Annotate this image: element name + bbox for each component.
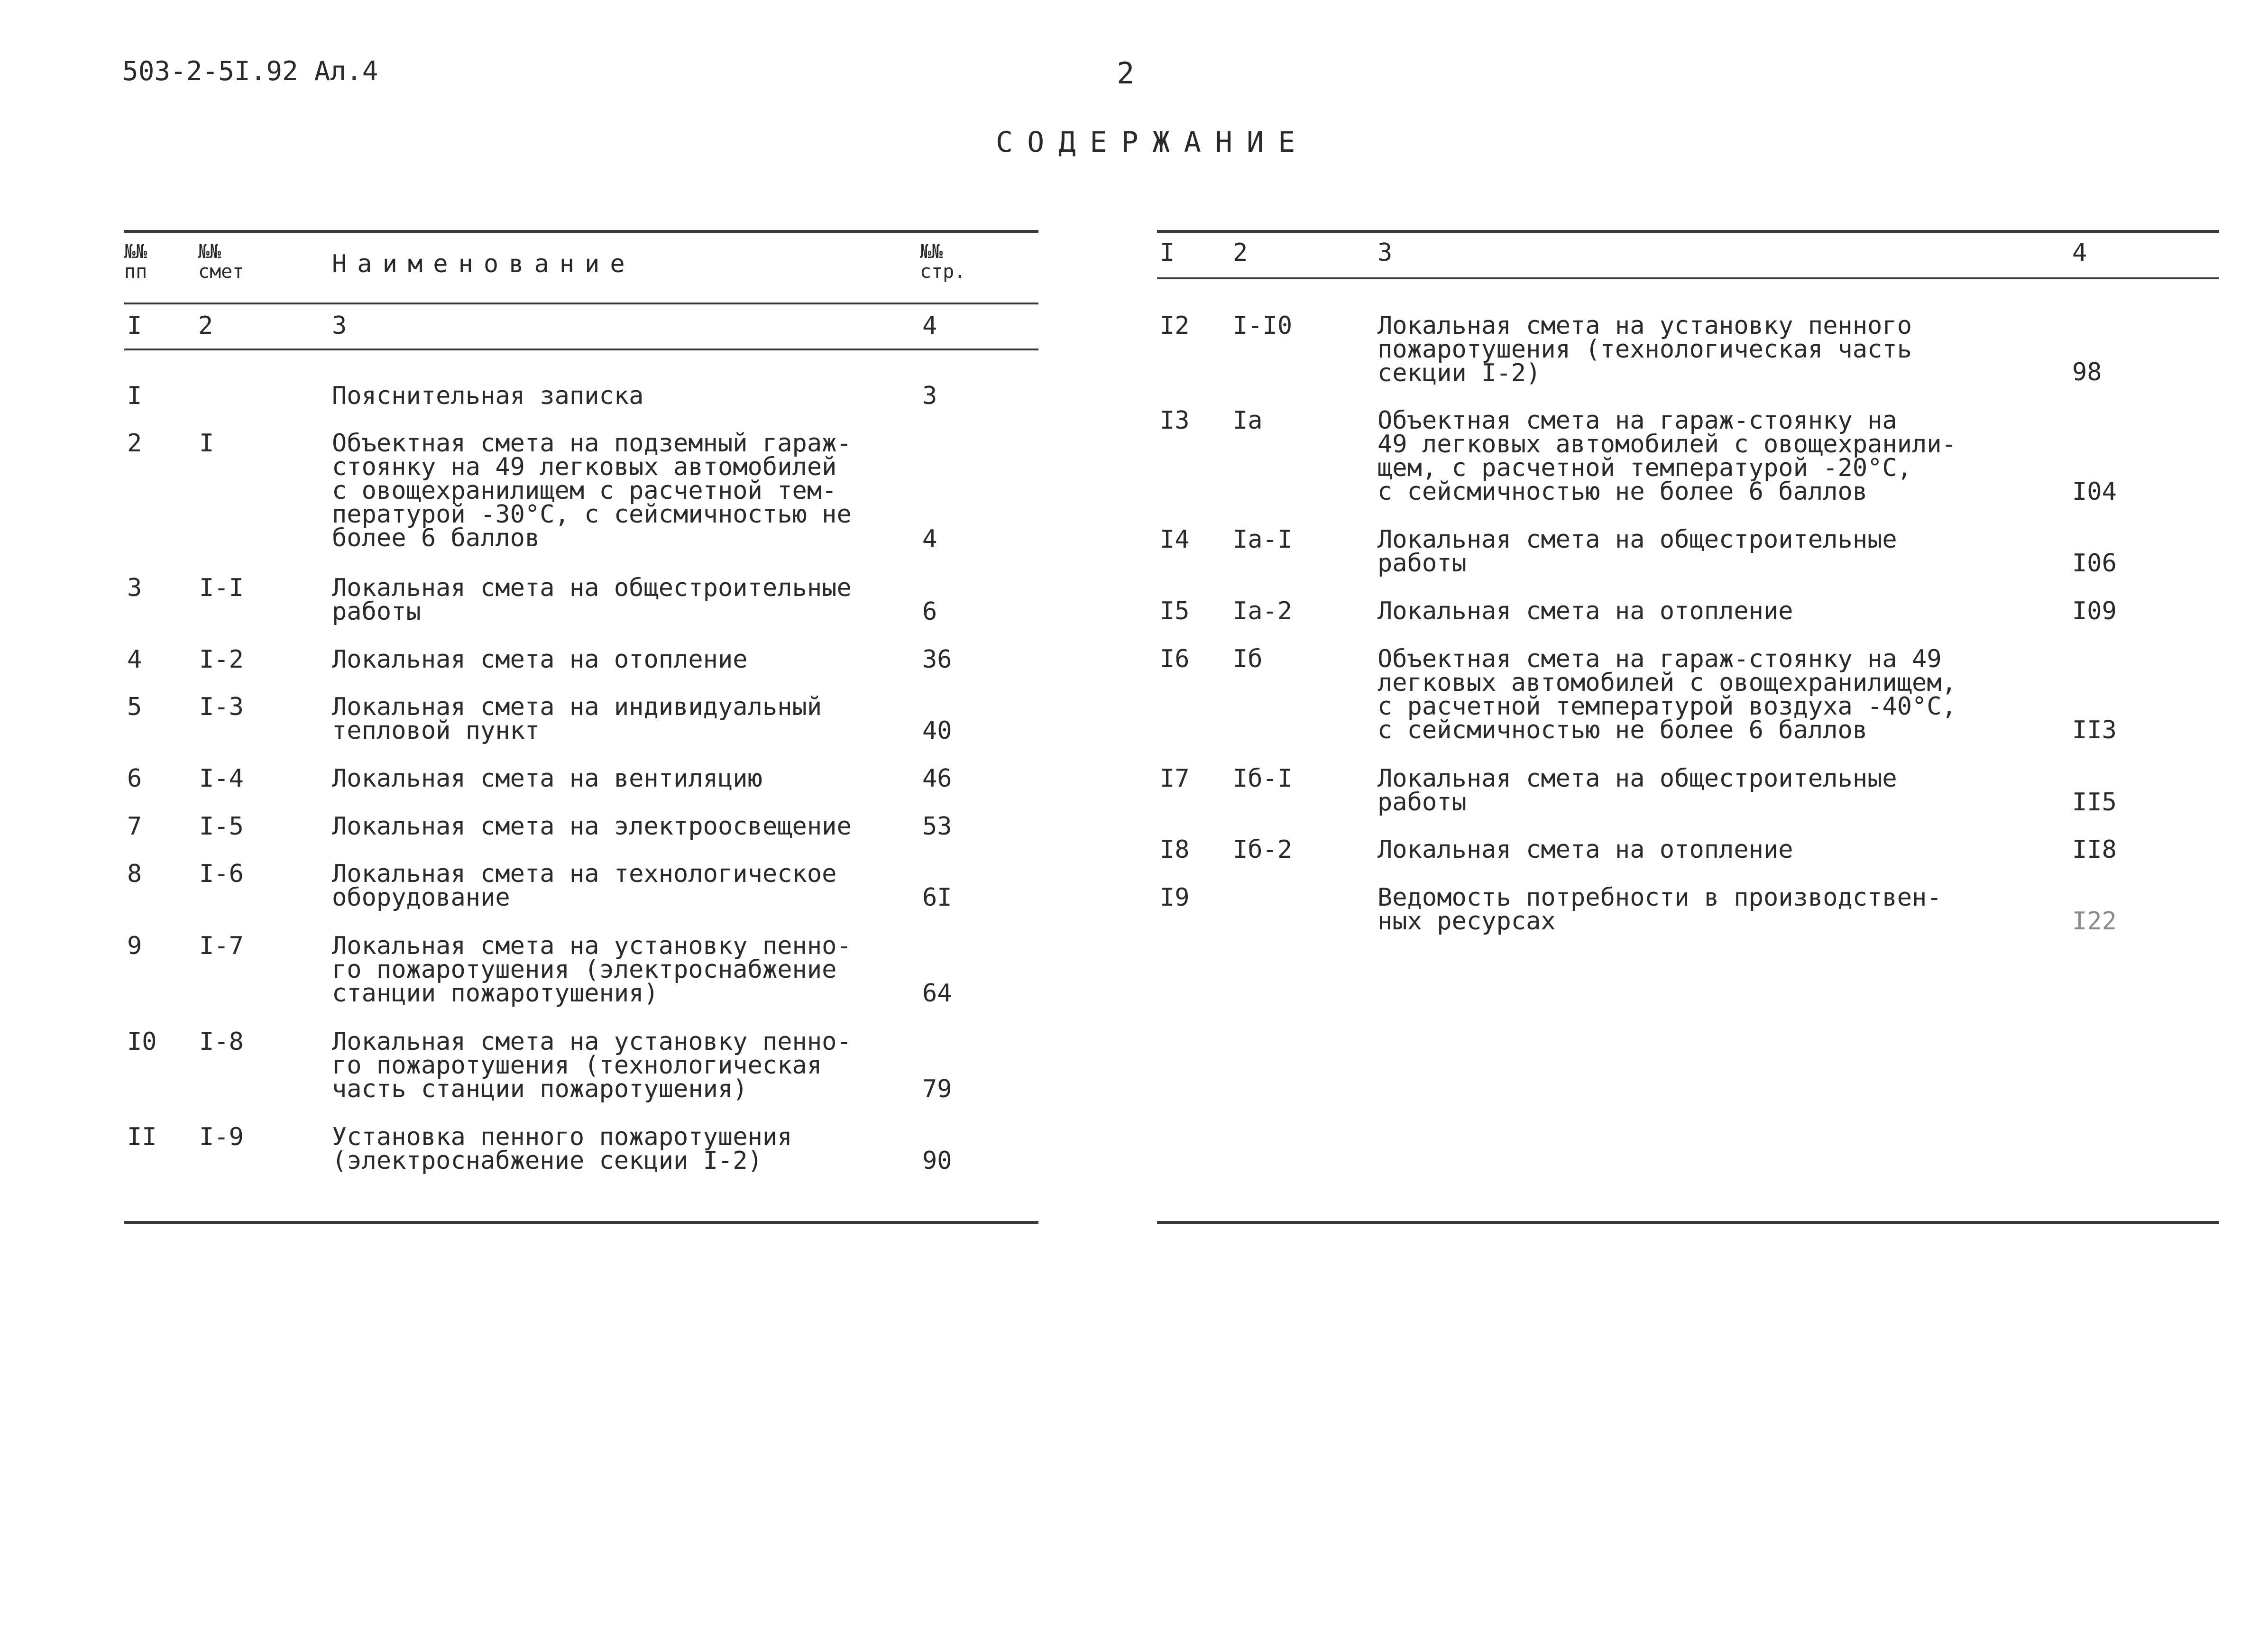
- table-row-page: 3: [922, 382, 937, 410]
- header-col-page: №№ стр.: [920, 241, 966, 283]
- table-row-name: Локальная смета на вентиляцию: [332, 764, 762, 793]
- left-bottom-rule: [124, 1221, 1038, 1224]
- table-row-page: 40: [922, 716, 952, 745]
- table-row-name: Локальная смета на отопление: [1377, 835, 1793, 864]
- table-row-number: I2: [1160, 312, 1190, 340]
- table-row-page: 53: [922, 812, 952, 841]
- table-row-page: 98: [2072, 358, 2102, 386]
- table-row-page: 79: [922, 1075, 952, 1103]
- table-row-page: 46: [922, 764, 952, 793]
- document-code: 503-2-5I.92 Ал.4: [122, 56, 378, 87]
- table-row-smeta: I-6: [199, 860, 244, 888]
- table-row-name: Локальная смета на отопление: [1377, 597, 1793, 625]
- table-row-smeta: Iб-2: [1233, 835, 1293, 864]
- table-row-smeta: I-9: [199, 1123, 244, 1151]
- table-row-name: Локальная смета на установку пенного пожаротушения (технологическая часть секции I-2): [1377, 312, 1912, 387]
- table-row-number: I6: [1160, 645, 1190, 673]
- table-row-smeta: I-I0: [1233, 312, 1293, 340]
- table-row-name: Ведомость потребности в производствен- ных ресурсах: [1377, 883, 1942, 936]
- table-row-number: 6: [127, 764, 142, 793]
- table-row-number: I: [127, 382, 142, 410]
- table-row-name: Объектная смета на подземный гараж- стоянку на 49 легковых автомобилей с овощехранилищем с расчетной тем- пературой -30°С, с сейсмичностью не более 6 баллов: [332, 429, 852, 552]
- table-row-number: 9: [127, 932, 142, 960]
- table-row-number: 4: [127, 645, 142, 674]
- table-row-smeta: I: [199, 429, 214, 458]
- table-row-number: I7: [1160, 764, 1190, 793]
- table-row-number: I5: [1160, 597, 1190, 625]
- right-numbering-4: 4: [2072, 239, 2087, 267]
- table-row-page: 6I: [922, 883, 952, 912]
- table-row-name: Локальная смета на общестроительные работы: [1377, 525, 1897, 578]
- table-row-smeta: I-8: [199, 1028, 244, 1056]
- right-numbering-1: I: [1160, 239, 1175, 267]
- table-row-page: II8: [2072, 835, 2117, 864]
- table-row-smeta: Iа: [1233, 406, 1263, 435]
- table-row-smeta: I-3: [199, 693, 244, 721]
- table-row-smeta: Iб-I: [1233, 764, 1293, 793]
- table-row-name: Локальная смета на установку пенно- го пожаротушения (электроснабжение станции пожаротушения): [332, 932, 852, 1008]
- right-top-rule: [1157, 230, 2219, 233]
- table-row-number: 7: [127, 812, 142, 841]
- table-row-number: 3: [127, 574, 142, 602]
- table-row-name: Локальная смета на общестроительные работы: [1377, 764, 1897, 817]
- table-row-name: Локальная смета на электроосвещение: [332, 812, 852, 841]
- table-row-name: Объектная смета на гараж-стоянку на 49 легковых автомобилей с овощехранили- щем, с расчетной температурой -20°С, с сейсмичностью не более 6 баллов: [1377, 406, 1956, 506]
- table-row-smeta: I-4: [199, 764, 244, 793]
- table-row-page: II5: [2072, 788, 2117, 817]
- table-row-page: I09: [2072, 597, 2117, 625]
- table-row-number: I4: [1160, 525, 1190, 554]
- left-numbering-rule: [124, 349, 1038, 350]
- table-row-name: Локальная смета на индивидуальный тепловой пункт: [332, 693, 822, 745]
- table-row-number: 8: [127, 860, 142, 888]
- right-numbering-rule: [1157, 277, 2219, 279]
- table-row-number: I8: [1160, 835, 1190, 864]
- header-col-name: Наименование: [332, 250, 635, 278]
- table-row-page: I22: [2072, 907, 2117, 936]
- table-row-page: 36: [922, 645, 952, 674]
- left-numbering-4: 4: [922, 312, 937, 340]
- right-numbering-3: 3: [1377, 239, 1393, 267]
- table-row-page: II3: [2072, 716, 2117, 744]
- table-row-page: 6: [922, 597, 937, 626]
- table-row-name: Локальная смета на технологическое оборудование: [332, 860, 837, 912]
- table-row-name: Локальная смета на отопление: [332, 645, 748, 674]
- table-row-smeta: I-I: [199, 574, 244, 602]
- table-row-name: Локальная смета на общестроительные работы: [332, 574, 852, 626]
- table-row-name: Объектная смета на гараж-стоянку на 49 легковых автомобилей с овощехранилищем, с расчетной температурой воздуха -40°С, с сейсмичностью не более 6 баллов: [1377, 645, 1956, 744]
- contents-title: СОДЕРЖАНИЕ: [996, 126, 1310, 159]
- left-header-rule: [124, 303, 1038, 304]
- header-col-smeta: №№ смет: [198, 241, 244, 283]
- table-row-number: I3: [1160, 406, 1190, 435]
- table-row-name: Локальная смета на установку пенно- го пожаротушения (технологическая часть станции пожаротушения): [332, 1028, 852, 1103]
- table-row-page: I04: [2072, 477, 2117, 506]
- table-row-smeta: Iа-I: [1233, 525, 1293, 554]
- left-numbering-2: 2: [198, 312, 213, 340]
- header-col-number: №№ пп: [124, 241, 147, 283]
- table-row-page: I06: [2072, 549, 2117, 578]
- table-row-smeta: I-2: [199, 645, 244, 674]
- table-row-page: 90: [922, 1147, 952, 1175]
- left-numbering-1: I: [127, 312, 142, 340]
- table-row-page: 4: [922, 525, 937, 553]
- table-row-number: 5: [127, 693, 142, 721]
- table-row-number: II: [127, 1123, 157, 1151]
- table-row-smeta: Iб: [1233, 645, 1263, 673]
- left-top-rule: [124, 230, 1038, 233]
- table-row-number: 2: [127, 429, 142, 458]
- table-row-smeta: I-5: [199, 812, 244, 841]
- table-row-smeta: I-7: [199, 932, 244, 960]
- left-numbering-3: 3: [332, 312, 347, 340]
- table-row-number: I0: [127, 1028, 157, 1056]
- page-number: 2: [1117, 56, 1135, 91]
- table-row-name: Пояснительная записка: [332, 382, 644, 410]
- table-row-number: I9: [1160, 883, 1190, 912]
- table-row-page: 64: [922, 979, 952, 1008]
- table-row-name: Установка пенного пожаротушения (электроснабжение секции I-2): [332, 1123, 792, 1175]
- right-numbering-2: 2: [1233, 239, 1248, 267]
- right-bottom-rule: [1157, 1221, 2219, 1224]
- table-row-smeta: Iа-2: [1233, 597, 1293, 625]
